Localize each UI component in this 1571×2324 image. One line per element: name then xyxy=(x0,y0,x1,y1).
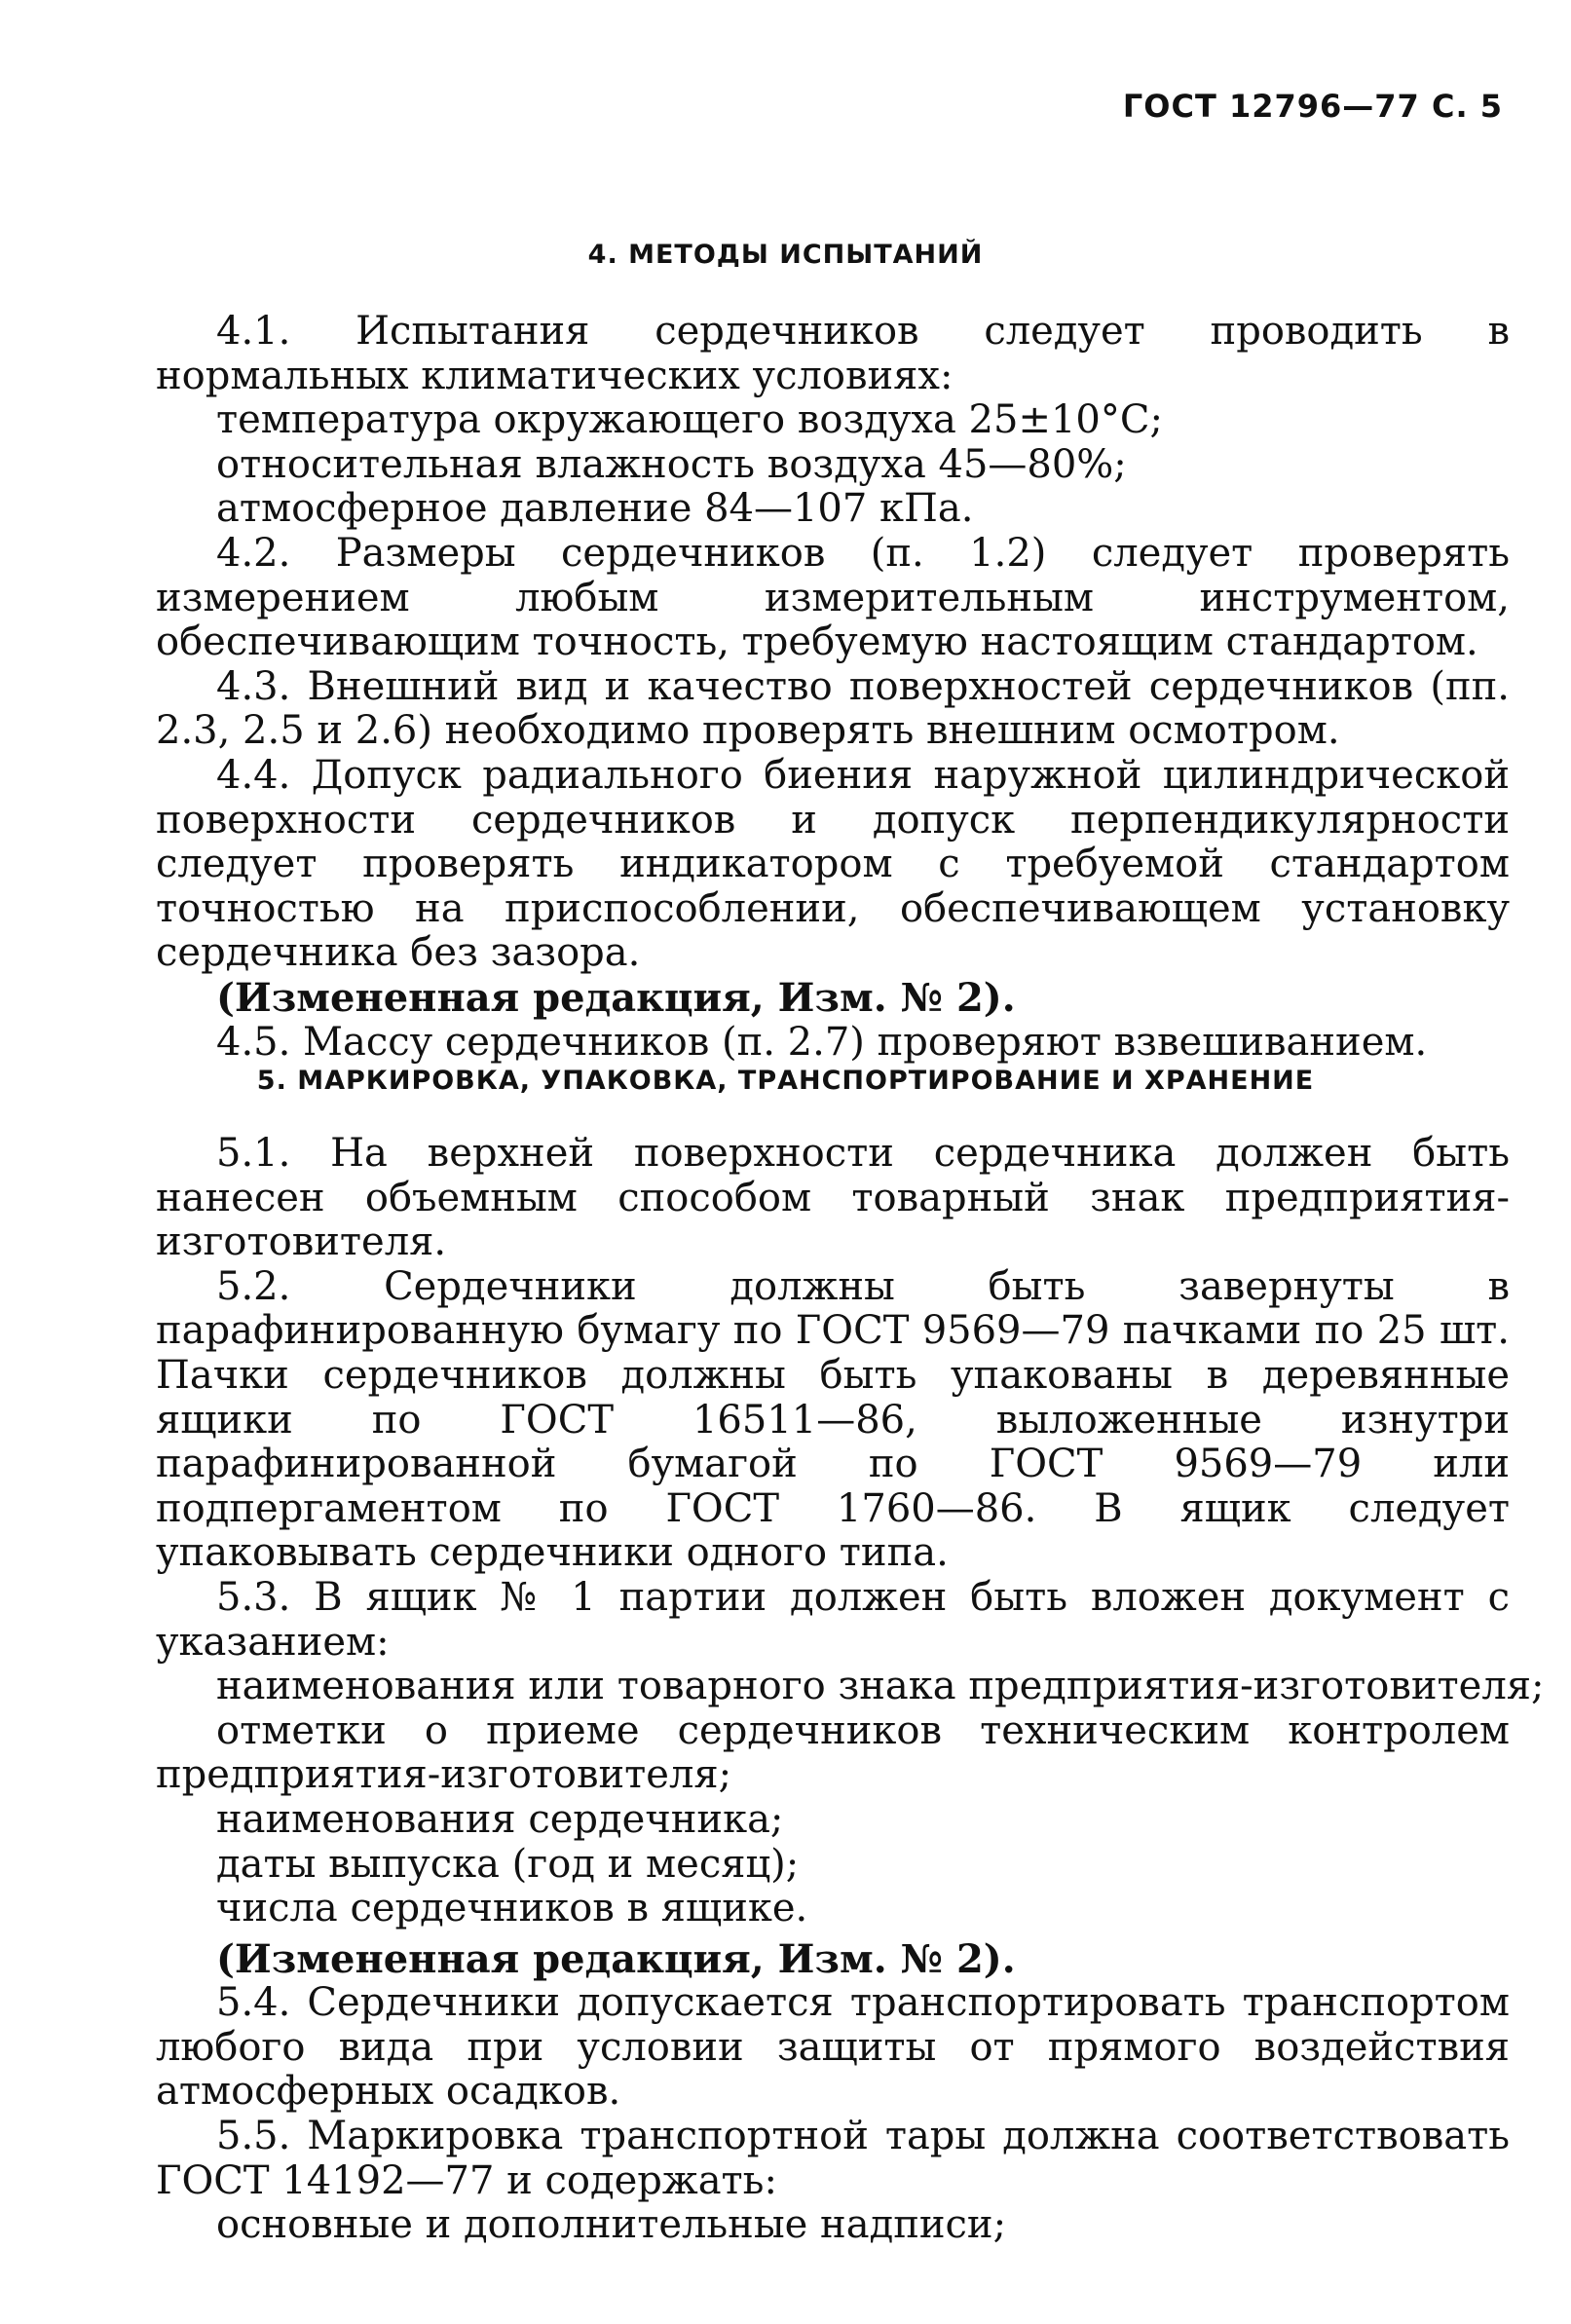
doc-item-count: числа сердечников в ящике. xyxy=(216,1886,808,1931)
doc-item-release-date: даты выпуска (год и месяц); xyxy=(216,1841,800,1887)
paragraph-5-1 xyxy=(156,1132,1510,1265)
section-4-body xyxy=(156,310,1510,1065)
paragraph-5-2-text: 5.2. Сердечники должны быть завернуты в парафинированную бумагу по ГОСТ 9569—79 пачками по 25 шт. Пачки сердечников должны быть упакованы в деревянные ящики по ГОСТ 16511—86, выложенные изнутри парафинированной бумагой по ГОСТ 9569—79 или подпергаментом по ГОСТ 1760—86. В ящик следует упаковывать сердечники одного типа. xyxy=(156,1263,1510,1576)
doc-item-core-name: наименования сердечника; xyxy=(216,1796,784,1842)
doc-item-acceptance xyxy=(156,1709,1510,1798)
paragraph-5-2 xyxy=(156,1265,1510,1576)
paragraph-5-3 xyxy=(156,1576,1510,1665)
label-item-inscriptions: основные и дополнительные надписи; xyxy=(216,2202,1007,2248)
section-5-heading: 5. МАРКИРОВКА, УПАКОВКА, ТРАНСПОРТИРОВАНИЕ И ХРАНЕНИЕ xyxy=(256,1066,1315,1096)
paragraph-5-3-text: 5.3. В ящик № 1 партии должен быть вложен документ с указанием: xyxy=(156,1574,1510,1665)
paragraph-4-2 xyxy=(156,532,1510,665)
paragraph-4-5-text: 4.5. Массу сердечников (п. 2.7) проверяют взвешиванием. xyxy=(216,1019,1428,1065)
page-header: ГОСТ 12796—77 С. 5 xyxy=(1122,88,1503,125)
doc-item-manufacturer: наименования или товарного знака предприятия-изготовителя; xyxy=(216,1664,1545,1709)
section-5-body xyxy=(156,1131,1545,2248)
condition-pressure: атмосферное давление 84—107 кПа. xyxy=(216,486,974,532)
paragraph-4-5 xyxy=(156,1021,1510,1066)
paragraph-4-3 xyxy=(156,665,1510,754)
paragraph-5-4 xyxy=(156,1981,1510,2115)
paragraph-4-3-text: 4.3. Внешний вид и качество поверхностей сердечников (пп. 2.3, 2.5 и 2.6) необходимо проверять внешним осмотром. xyxy=(156,663,1510,754)
paragraph-4-4-text: 4.4. Допуск радиального биения наружной цилиндрической поверхности сердечников и допуск перпендикулярности следует проверять индикатором с требуемой стандартом точностью на приспособлении, обеспечивающем установку сердечника без зазора. xyxy=(156,752,1510,976)
section-4-heading: 4. МЕТОДЫ ИСПЫТАНИЙ xyxy=(587,240,984,270)
paragraph-5-5-text: 5.5. Маркировка транспортной тары должна соответствовать ГОСТ 14192—77 и содержать: xyxy=(156,2114,1510,2203)
paragraph-5-5 xyxy=(156,2115,1510,2203)
paragraph-4-1-text: 4.1. Испытания сердечников следует проводить в нормальных климатических условиях: xyxy=(156,309,1510,398)
paragraph-4-4 xyxy=(156,754,1510,976)
paragraph-5-4-text: 5.4. Сердечники допускается транспортировать транспортом любого вида при условии защиты от прямого воздействия атмосферных осадков. xyxy=(156,1980,1510,2115)
condition-humidity: относительная влажность воздуха 45—80%; xyxy=(216,441,1127,487)
paragraph-5-1-text: 5.1. На верхней поверхности сердечника должен быть нанесен объемным способом товарный знак предприятия-изготовителя. xyxy=(156,1131,1510,1265)
section-4-heading-wrap xyxy=(0,240,1571,270)
amendment-note-4: (Измененная редакция, Изм. № 2). xyxy=(216,974,1016,1021)
condition-temperature: температура окружающего воздуха 25±10°С; xyxy=(216,397,1163,443)
paragraph-4-1 xyxy=(156,310,1510,398)
section-5-heading-wrap xyxy=(0,1066,1571,1096)
paragraph-4-2-text: 4.2. Размеры сердечников (п. 1.2) следует проверять измерением любым измерительным инструментом, обеспечивающим точность, требуемую настоящим стандартом. xyxy=(156,530,1510,665)
amendment-note-5: (Измененная редакция, Изм. № 2). xyxy=(216,1935,1016,1982)
doc-item-acceptance-text: отметки о приеме сердечников техническим контролем предприятия-изготовителя; xyxy=(156,1707,1510,1798)
